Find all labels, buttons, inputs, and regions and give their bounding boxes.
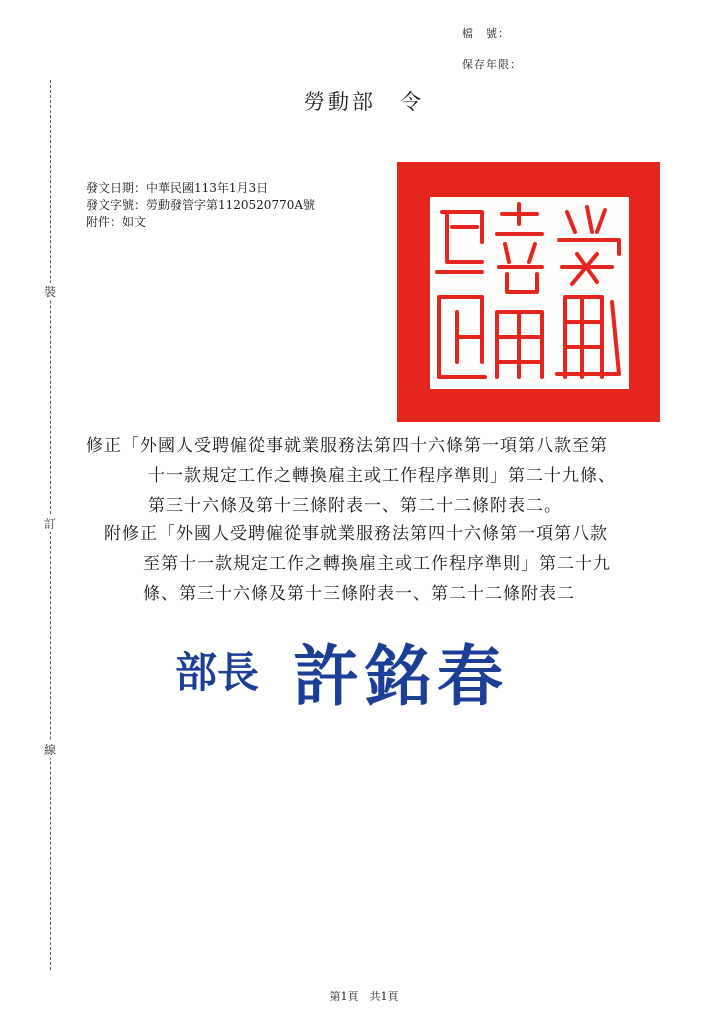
binding-mark-xian: 線 <box>40 741 60 758</box>
reference-number: 發文字號：勞動發管字第1120520770A號 <box>86 198 316 212</box>
document-title: 勞動部 令 <box>304 90 424 114</box>
attachment-line-2: 至第十一款規定工作之轉換雇主或工作程序準則」第二十九 <box>143 554 611 574</box>
attachment-line-1: 附修正「外國人受聘僱從事就業服務法第四十六條第一項第八款 <box>104 524 608 544</box>
signature-title: 部長 <box>175 648 260 697</box>
amendment-line-2: 十一款規定工作之轉換雇主或工作程序準則」第二十九條、 <box>148 466 616 486</box>
retention-period-label: 保存年限： <box>462 58 522 71</box>
binding-mark-ding: 訂 <box>40 515 60 532</box>
issuance-info <box>86 180 315 231</box>
binding-mark-zhuang: 裝 <box>40 283 60 300</box>
minister-signature <box>175 625 535 725</box>
page-number: 第1頁 共1頁 <box>329 990 399 1003</box>
amendment-line-1: 修正「外國人受聘僱從事就業服務法第四十六條第一項第八款至第 <box>86 436 608 456</box>
attachment-line-3: 條、第三十六條及第十三條附表一、第二十二條附表二 <box>143 584 575 604</box>
official-seal <box>397 162 660 422</box>
attachment-info: 附件：如文 <box>86 215 147 229</box>
signature-name: 許銘春 <box>293 638 509 715</box>
file-number-label: 檔 號： <box>462 27 510 40</box>
issue-date: 發文日期：中華民國113年1月3日 <box>86 181 269 195</box>
amendment-line-3: 第三十六條及第十三條附表一、第二十二條附表二。 <box>148 496 562 516</box>
